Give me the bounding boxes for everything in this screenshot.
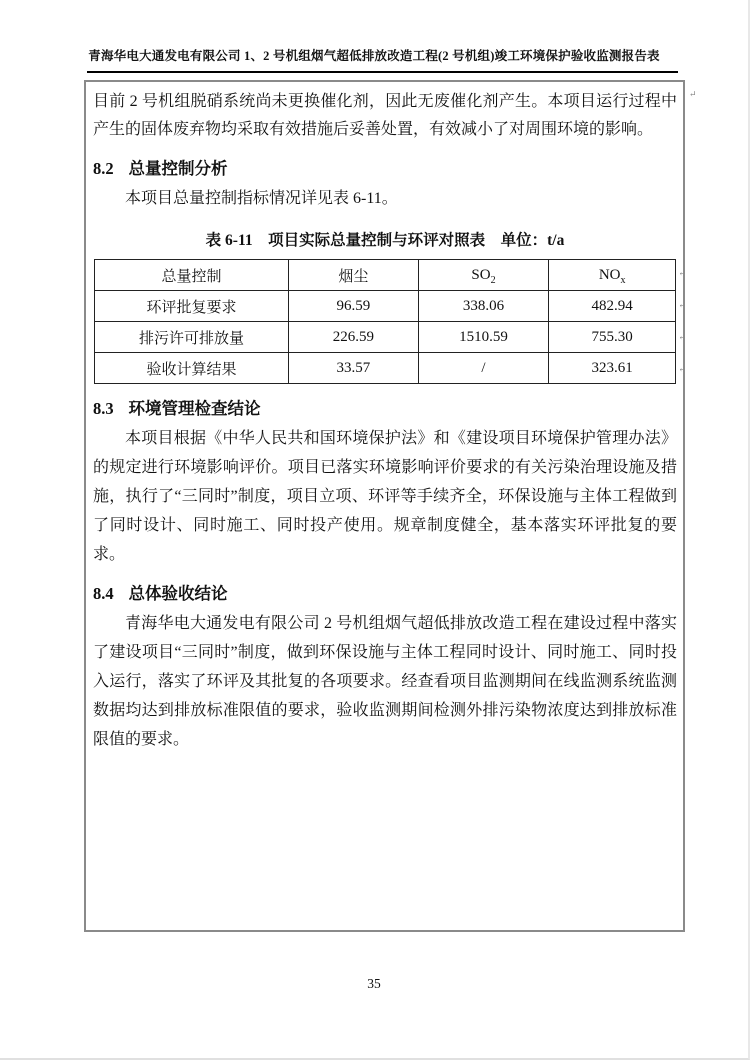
section-8-2-heading <box>93 155 677 179</box>
row-label-cell: 验收计算结果 <box>95 353 289 384</box>
so2-subscript: 2 <box>490 274 496 286</box>
value-cell: 33.57 <box>289 353 419 384</box>
table-header-cell: 总量控制 <box>95 260 289 291</box>
section-8-3-paragraph: 本项目根据《中华人民共和国环境保护法》和《建设项目环境保护管理办法》的规定进行环境影响评价。项目已落实环境影响评价要求的有关污染治理设施及措施，执行了“三同时”制度，项目立项、环评等手续齐全，环保设施与主体工程做到了同时设计、同时施工、同时投产使用。规章制度健全，基本落实环评批复的要求。 <box>93 430 677 563</box>
value-cell: 755.30 <box>549 322 676 353</box>
table-wrap <box>94 259 686 384</box>
table-caption: 表 6-11 项目实际总量控制与环评对照表 单位：t/a <box>205 232 565 249</box>
row-label-cell: 排污许可排放量 <box>95 322 289 353</box>
paragraph-mark: ↵ <box>678 364 686 374</box>
section-8-4-paragraph: 青海华电大通发电有限公司 2 号机组烟气超低排放改造工程在建设过程中落实了建设项目“三同时”制度，做到环保设施与主体工程同时设计、同时施工、同时投入运行，落实了环评及其批复的各项要求。经查看项目监测期间在线监测系统监测数据均达到排放标准限值的要求，验收监测期间检测外排污染物浓度达到排放标准限值的要求。 <box>93 615 677 748</box>
table-header-cell <box>549 260 676 291</box>
doc-header-title: 青海华电大通发电有限公司 1、2 号机组烟气超低排放改造工程(2 号机组)竣工环境保护验收监测报告表 <box>88 49 660 63</box>
paragraph-mark: ↵ <box>678 268 686 278</box>
value-cell: / <box>418 353 549 384</box>
nox-label: NO <box>598 266 621 283</box>
section-8-3-heading <box>93 395 677 419</box>
table-row <box>95 322 676 353</box>
so2-label: SO <box>471 266 491 283</box>
value-cell: 338.06 <box>418 291 549 322</box>
table-header-row <box>95 260 676 291</box>
table-header-cell: 烟尘 <box>289 260 419 291</box>
page-number: 35 <box>367 976 381 991</box>
paragraph-mark: ↵ <box>678 300 686 310</box>
value-cell: 482.94 <box>549 291 676 322</box>
value-cell: 96.59 <box>289 291 419 322</box>
section-8-4-title: 总体验收结论 <box>128 584 228 603</box>
table-header-cell <box>418 260 549 291</box>
value-cell: 1510.59 <box>418 322 549 353</box>
section-8-3-number: 8.3 <box>93 399 114 418</box>
intro-paragraph: 目前 2 号机组脱硝系统尚未更换催化剂，因此无废催化剂产生。本项目运行过程中产生的固体废弃物均采取有效措施后妥善处置，有效减小了对周围环境的影响。 <box>93 93 677 138</box>
row-label-cell: 环评批复要求 <box>95 291 289 322</box>
section-8-2-number: 8.2 <box>93 159 114 178</box>
total-quantity-table <box>94 259 676 384</box>
table-row <box>95 291 676 322</box>
paragraph-mark: ↵ <box>678 332 686 342</box>
section-8-4-heading <box>93 580 677 604</box>
value-cell: 323.61 <box>549 353 676 384</box>
section-8-2-title: 总量控制分析 <box>128 159 228 178</box>
section-8-3-title: 环境管理检查结论 <box>128 399 261 418</box>
table-row <box>95 353 676 384</box>
value-cell: 226.59 <box>289 322 419 353</box>
content-box <box>84 80 685 932</box>
nox-subscript: x <box>620 274 626 286</box>
paragraph-mark: ↵ <box>689 89 697 99</box>
section-8-2-paragraph: 本项目总量控制指标情况详见表 6-11。 <box>125 190 398 207</box>
section-8-4-number: 8.4 <box>93 584 114 603</box>
header-rule <box>87 71 678 73</box>
